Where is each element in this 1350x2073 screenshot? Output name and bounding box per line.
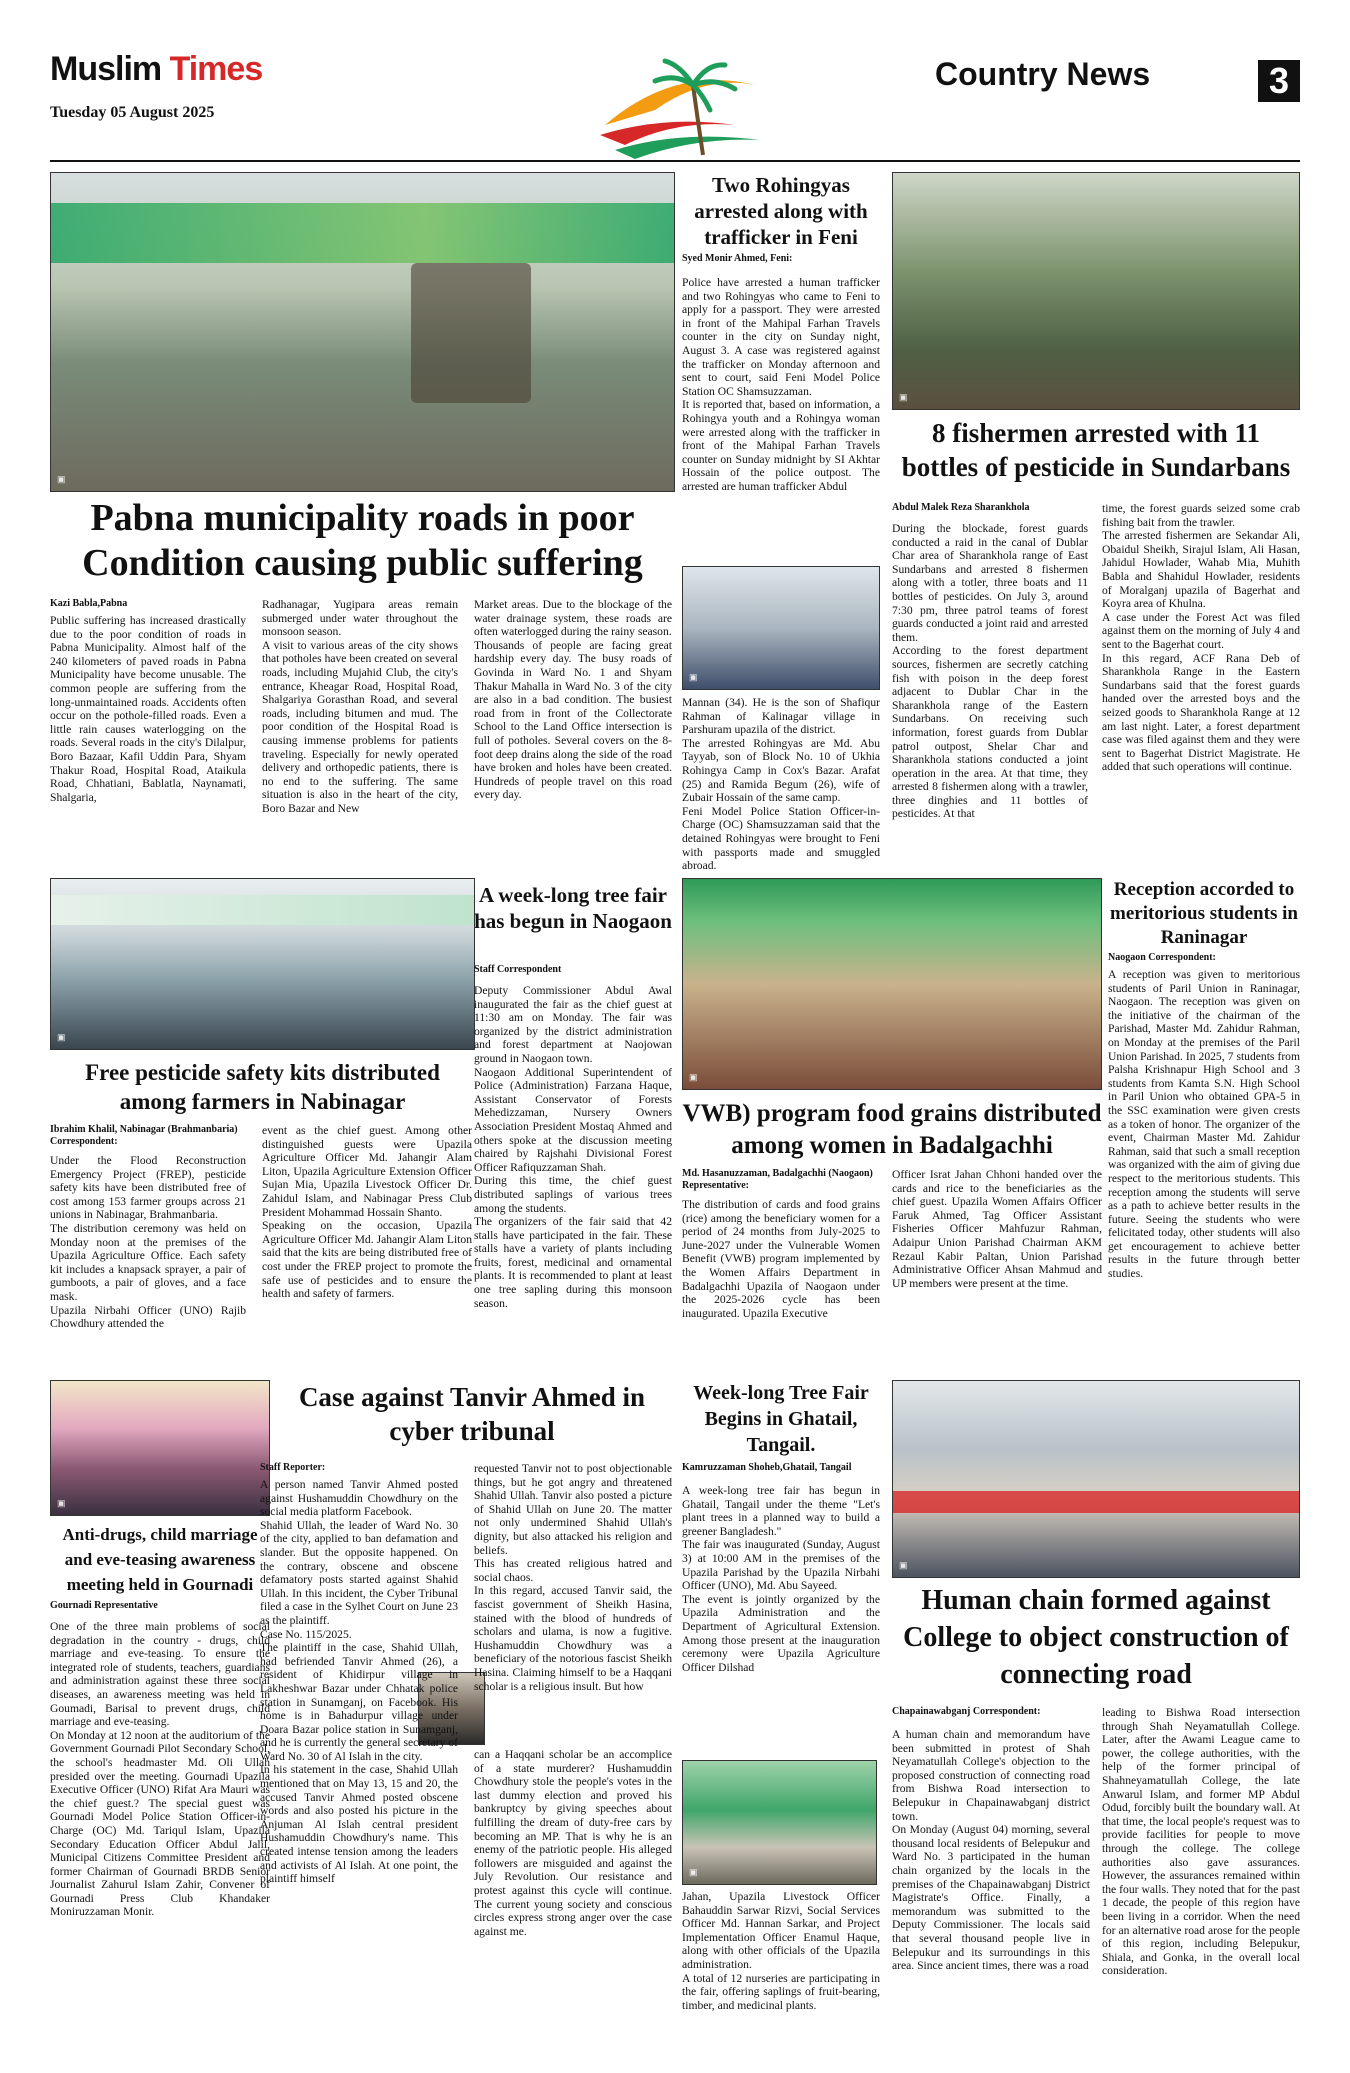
raninagar-body: A reception was given to meritorious students of Paril Union in Raninagar, Naogaon. The reception was given on the initiative of the chairman of the Parishad, Master Md. Zahidur Rahman, on Monday at the premises of the Paril Union Parishad. In 2025, 7 students from Palsha Krishnapur High School and 3 students from Kamta S.N. High School in Paril Union who obtained GPA-5 in the SSC examination were given crests as a token of honor. The organizer of the event, Chairman Master Md. Zahidur Rahman, said that such a small reception was organized with the aim of giving due respect to the meritorious students. This reception among the students will serve as a path to achieve better results in the future. Seeing the students who were felicitated today, other students will also get encouragement to achieve better results in the future through better studies. xyxy=(1108,968,1301,1281)
issue-date: Tuesday 05 August 2025 xyxy=(50,104,215,121)
chapainawabganj-body-col2: leading to Bishwa Road intersection through Shah Neyamatullah College. Later, after the Awami League came to power, the college authorities, with the help of the former principal of Shahneyamatullah College, the late Anwarul Islam, and former MP Abdul Odud, forcibly built the boundary wall. At that time, the local people's request was to provide facilities for people to move through the college. The college authorities also gave assurances. However, the assurances remained within the four walls. They noted that for the past 1 decade, the people of this region have been living in a corridor. When the need for an alternative road arose for the people of this region, including Belepukur, Shiala, and Gonka, in the overall local consideration. xyxy=(1102,1706,1300,1978)
badalgachhi-body-col2: Officer Israt Jahan Chhoni handed over the cards and rice to the beneficiaries as the chief guest. Upazila Women Affairs Officer Faruk Ahmed, Tag Officer Assistant Fisheries Officer Mahfuzur Rahman, Adaipur Union Parishad Chairman AKM Rezaul Kabir Paltan, Union Parishad Administrative Officer Ahsan Mahmud and UP members were present at the time. xyxy=(892,1168,1102,1290)
photo-icon: ▣ xyxy=(899,392,908,402)
sundarbans-body-col1: During the blockade, forest guards conducted a raid in the canal of Dublar Char area of Sharankhola range of East Sundarbans and arrested 8 fishermen along with a totler, three boats and 11 bottles of pesticides. On July 3, around 7:30 pm, three patrol teams of forest guards conducted a joint raid and arrested them. According to the forest department sources, fishermen are secretly catching fish with poison in the deep forest adjacent to Dublar Char in the Sharankhola range of the Eastern Sundarbans. On receiving such information, forest guards from Dublar patrol outpost, Shelar Char and Sharankhola stations conducted a joint operation in the area. At that time, they arrested 8 fishermen along with a trawler, three dinghies and 11 bottles of pesticides. At that xyxy=(892,522,1088,821)
gournadi-byline: Gournadi Representative xyxy=(50,1600,158,1611)
raninagar-byline: Naogaon Correspondent: xyxy=(1108,952,1216,963)
feni-body-part2: Mannan (34). He is the son of Shafiqur Rahman of Kalinagar village in Parshuram upazila of the district. The arrested Rohingyas are Md. Abu Tayyab, son of Block No. 10 of Ukhia Rohingya Camp in Cox's Bazar. Arafat (25) and Ramida Begum (26), wife of Zubair Hossain of the same camp. Feni Model Police Station Officer-in-Charge (OC) Shamsuzzaman said that the detained Rohingyas were brought to Feni with passports made and smuggled abroad. xyxy=(682,696,880,873)
gournadi-headline: Anti-drugs, child marriage and eve-teasing awareness meeting held in Gournadi xyxy=(62,1525,258,1594)
sundarbans-headline: 8 fishermen arrested with 11 bottles of pesticide in Sundarbans xyxy=(901,418,1291,482)
badalgachhi-headline: VWB) program food grains distributed among women in Badalgachhi xyxy=(682,1100,1102,1159)
photo-icon: ▣ xyxy=(689,672,698,682)
brand-name-part1: Muslim xyxy=(50,50,162,88)
photo-icon: ▣ xyxy=(689,1072,698,1082)
page-number: 3 xyxy=(1258,60,1300,102)
ghatail-body-part1: A week-long tree fair has begun in Ghatail, Tangail under the theme "Let's plant trees in a planned way to build a greener Bangladesh." The fair was inaugurated (Sunday, August 3) at 10:00 AM in the premises of the Upazila Parishad by the Upazila Nirbahi Officer (UNO), Md. Abu Sayeed. The event is jointly organized by the Upazila Administration and the Department of Agricultural Extension. Among those present at the inauguration ceremony were Upazila Agriculture Officer Dilshad xyxy=(682,1484,880,1674)
pabna-byline: Kazi Babla,Pabna xyxy=(50,598,128,609)
feni-arrest-photo xyxy=(682,566,880,690)
masthead-rule xyxy=(50,160,1300,162)
palm-sun-logo-icon xyxy=(585,55,780,165)
gournadi-meeting-photo xyxy=(50,1380,270,1516)
nabinagar-kits-photo xyxy=(50,878,475,1050)
photo-icon: ▣ xyxy=(57,1498,66,1508)
photo-icon: ▣ xyxy=(57,474,66,484)
tanvir-body-col2a: requested Tanvir not to post objectionable things, but he got angry and threatened Shahid Ullah. Tanvir also posted a picture of Shahid Ullah on June 20. The matter not only undermined Shahid Ullah's dignity, but also attacked his religion and beliefs. This has created religious hatred and social chaos. In this regard, accused Tanvir said, the fascist government of Sheikh Hasina, stained with the blood of hundreds of scholars and ulama, is now a fugitive. Hushamuddin Chowdhury was a beneficiary of the notorious fascist Sheikh Hasina. Claiming himself to be a Haqqani scholar is a religious insult. But how xyxy=(474,1462,672,1693)
tanvir-body-col2b: can a Haqqani scholar be an accomplice of a state murderer? Hushamuddin Chowdhury stole the people's votes in the last dummy election and proved his bankruptcy by giving speeches about fulfilling the dream of duty-free cars by becoming an MP. That is why he is an enemy of the patriotic people. His alleged followers are misguided and against the July Revolution. Our resistance and protest against this cycle will continue. The current young society and conscious circles express strong anger over the case against me. xyxy=(474,1748,672,1938)
ghatail-headline: Week-long Tree Fair Begins in Ghatail, Tangail. xyxy=(693,1382,869,1456)
human-chain-photo xyxy=(892,1380,1300,1578)
naogaon-fair-body: Deputy Commissioner Abdul Awal inaugurated the fair as the chief guest at 11:30 am on Monday. The fair was organized by the district administration and forest department at Naojowan ground in Naogaon town. Naogaon Additional Superintendent of Police (Administration) Farzana Haque, Assistant Conservator of Forests Mehedizzaman, Nursery Owners Association President Mostaq Ahmed and others spoke at the discussion meeting chaired by Rajshahi Divisional Forest Officer Rafiquzzaman Shah. During this time, the chief guest distributed saplings of various trees among the students. The organizers of the fair said that 42 stalls have participated in the fair. These stalls have a variety of plants including fruits, forest, medicinal and ornamental plants. It is recommended to plant at least one tree sapling during this monsoon season. xyxy=(474,984,672,1310)
feni-byline: Syed Monir Ahmed, Feni: xyxy=(682,253,793,264)
badalgachhi-vwb-photo xyxy=(682,878,1102,1090)
gournadi-body: One of the three main problems of social degradation in the country - drugs, child marriage and eve-teasing. To ensure the integrated role of students, teachers, guardians and administration against these three social diseases, an awareness meeting was held in Goumadi, Barisal to prevent drugs, child marriage and eve-teasing. On Monday at 12 noon at the auditorium of the Government Gournadi Pilot Secondary School, the school's headmaster Md. Oli Ullah presided over the meeting. Gournadi Upazila Executive Officer (UNO) Rifat Ara Mauri was the chief guest.? The special guest was Gournadi Model Police Station Officer-in-Charge (OC) Md. Tariqul Islam, Upazila Secondary Education Officer Abdul Jalil, Municipal Citizens Committee President and former Chairman of Gournadi BRDB Senior Journalist Zahurul Islam Zahir, Convener of Gournadi Press Club Khandaker Moniruzzaman Monir. xyxy=(50,1620,270,1919)
nabinagar-body-col2: event as the chief guest. Among other distinguished guests were Upazila Agriculture Officer Md. Jahangir Alam Liton, Upazila Agriculture Extension Officer Sujan Mia, Upazila Livestock Officer Dr. Zahidul Islam, and Nabinagar Press Club President Mohammad Hossain Shanto. Speaking on the occasion, Upazila Agriculture Officer Md. Jahangir Alam Liton said that the kits are being distributed free of cost under the FREP project to promote the safe use of pesticides and to ensure the health and safety of farmers. xyxy=(262,1124,472,1301)
nabinagar-byline: Ibrahim Khalil, Nabinagar (Brahmanbaria) Correspondent: xyxy=(50,1124,238,1147)
chapainawabganj-headline: Human chain formed against College to object construction of connecting road xyxy=(903,1585,1289,1690)
feni-headline: Two Rohingyas arrested along with trafficker in Feni xyxy=(694,173,868,249)
photo-icon: ▣ xyxy=(899,1560,908,1570)
badalgachhi-body-col1: The distribution of cards and food grains (rice) among the beneficiary women for a period of 24 months from July-2025 to June-2027 under the Vulnerable Women Benefit (VWB) program implemented by the Women Affairs Department in Badalgachhi Upazila of Naogaon under the 2025-2026 cycle has been inaugurated. Upazila Executive xyxy=(682,1198,880,1320)
ghatail-fair-photo xyxy=(682,1760,877,1885)
sundarbans-byline: Abdul Malek Reza Sharankhola xyxy=(892,502,1030,513)
nabinagar-headline: Free pesticide safety kits distributed among farmers in Nabinagar xyxy=(85,1060,440,1114)
masthead xyxy=(0,0,1350,170)
pabna-road-photo xyxy=(50,172,675,492)
naogaon-fair-headline: A week-long tree fair has begun in Naogaon xyxy=(474,883,672,933)
photo-icon: ▣ xyxy=(689,1867,698,1877)
naogaon-fair-byline: Staff Correspondent xyxy=(474,964,562,975)
badalgachhi-byline: Md. Hasanuzzaman, Badalgachhi (Naogaon) Representative: xyxy=(682,1168,873,1191)
brand-name xyxy=(50,50,262,89)
feni-body-part1: Police have arrested a human trafficker and two Rohingyas who came to Feni to apply for a passport. They were arrested in front of the Mahipal Farhan Travels counter in the city on Sunday night, August 3. A case was registered against the trafficker on Monday afternoon and sent to court, said Feni Model Police Station OC Shamsuzzaman. It is reported that, based on information, a Rohingya youth and a Rohingya woman were arrested along with the trafficker in front of the Mahipal Farhan Travels counter on Sunday midnight by SI Akhtar Hossain of the police outpost. The arrested are human trafficker Abdul xyxy=(682,276,880,493)
ghatail-byline: Kamruzzaman Shoheb,Ghatail, Tangail xyxy=(682,1462,852,1473)
pabna-body-col3: Market areas. Due to the blockage of the water drainage system, these roads are often waterlogged during the rainy season. Thousands of people are facing great hardship every day. The busy roads of Govinda in Ward No. 1 and Shyam Thakur Mahalla in Ward No. 3 of the city are also in a bad condition. The busiest road from in front of the Collectorate School to the Land Office intersection is full of potholes. Several covers on the 8-foot deep drains along the side of the road have broken and holes have been created. Hundreds of people travel on this road every day. xyxy=(474,598,672,802)
raninagar-headline: Reception accorded to meritorious students in Raninagar xyxy=(1110,879,1298,948)
tanvir-byline: Staff Reporter: xyxy=(260,1462,326,1473)
sundarbans-fishermen-photo xyxy=(892,172,1300,410)
photo-icon: ▣ xyxy=(57,1032,66,1042)
chapainawabganj-body-col1: A human chain and memorandum have been submitted in protest of Shah Neyamatullah College's objection to the proposed construction of connecting road from Bishwa Road intersection to Belepukur in Chapainawabganj district town. On Monday (August 04) morning, several thousand local residents of Belepukur and Ward No. 3 participated in the human chain organized by the locals in the premises of the Chapainawabganj District Magistrate's Office. Finally, a memorandum was submitted to the Deputy Commissioner. The locals said that several thousand people live in Belepukur and its surroundings in this area. Since ancient times, there was a road xyxy=(892,1728,1090,1973)
tanvir-body-col1: A person named Tanvir Ahmed posted against Hushamuddin Chowdhury on the social media platform Facebook. Shahid Ullah, the leader of Ward No. 30 of the city, applied to ban defamation and slander. But the opposite happened. On the contrary, obscene and obscene defamatory posts started against Shahid Ullah. In this incident, the Cyber Tribunal filed a case in the Sylhet Court on June 23 as the plaintiff. Case No. 115/2025. The plaintiff in the case, Shahid Ullah, had befriended Tanvir Ahmed (26), a resident of Khidirpur village in Lakheshwar Bazar under Chhatak police station in Sunamganj, on Facebook. His home is in Bahadurpur village under Doara Bazar police station in Sunamganj, and he is currently the general secretary of Ward No. 30 of Al Islah in the city. In his statement in the case, Shahid Ullah mentioned that on May 13, 15 and 20, the accused Tanvir Ahmed posted obscene words and also posted his picture in the Anjuman Al Islah central president Hushamuddin Chowdhury's name. This created intense tension among the leaders and activists of Al Islah. At one point, the plaintiff himself xyxy=(260,1478,458,1886)
tanvir-headline: Case against Tanvir Ahmed in cyber tribunal xyxy=(298,1382,646,1446)
sundarbans-body-col2: time, the forest guards seized some crab fishing bait from the trawler. The arrested fishermen are Sekandar Ali, Obaidul Sheikh, Sirajul Islam, Ali Hasan, Jahidul Howlader, Wahab Mia, Muhith Babla and Shahidul Howlader, residents of Moralganj upazila of Bagerhat and Koyra area of Khulna. A case under the Forest Act was filed against them on the morning of July 4 and sent to the Bagerhat court. In this regard, ACF Rana Deb of Sharankhola Range in the Eastern Sundarbans said that the forest guards handed over the arrested boys and the seized goods to Sharankhola Range at 12 am last night. Later, a forest department case was filed against them and they were sent to Bagerhat District Magistrate. He added that such operations will continue. xyxy=(1102,502,1300,774)
pabna-headline: Pabna municipality roads in poor Condition causing public suffering xyxy=(82,497,643,584)
section-title: Country News xyxy=(935,56,1151,92)
nabinagar-body-col1: Under the Flood Reconstruction Emergency Project (FREP), pesticide safety kits have been distributed free of cost among 153 farmer groups across 21 unions in Nabinagar, Brahmanbaria. The distribution ceremony was held on Monday noon at the premises of the Upazila Agriculture Office. Each safety kit includes a knapsack sprayer, a pair of gumboots, a pair of gloves, and a face mask. Upazila Nirbahi Officer (UNO) Rajib Chowdhury attended the xyxy=(50,1154,246,1331)
brand-name-part2: Times xyxy=(169,50,263,88)
chapainawabganj-byline: Chapainawabganj Correspondent: xyxy=(892,1706,1041,1717)
pabna-body-col2: Radhanagar, Yugipara areas remain submerged under water throughout the monsoon season. A visit to various areas of the city shows that potholes have been created on several roads, including Mujahid Club, the city's entrance, Kheagar Road, Hospital Road, Shalgariya Gorasthan Road, and several roads, including bitumen and mud. The poor condition of the Hospital Road is causing immense problems for patients traveling. Especially for newly operated delivery and orthopedic patients, there is no end to the suffering. The same situation is also in the heart of the city, Boro Bazar and New xyxy=(262,598,458,815)
pabna-body-col1: Public suffering has increased drastically due to the poor condition of roads in Pabna Municipality. Almost half of the 240 kilometers of paved roads in Pabna Municipality have become unusable. The common people are suffering from the long-unmaintained roads. Accidents often occur on the pothole-filled roads. Even a little rain causes waterlogging on the roads. Several roads in the city's Dilalpur, Boro Bazaar, Kafil Uddin Para, Shyam Thakur Road, Hospital Road, Ataikula Road, Chhatiani, Bablatla, Naynamati, Shalgaria, xyxy=(50,614,246,804)
ghatail-body-part2: Jahan, Upazila Livestock Officer Bahauddin Sarwar Rizvi, Social Services Officer Md. Hannan Sarkar, and Project Implementation Officer Enamul Haque, along with other officials of the Upazila administration. A total of 12 nurseries are participating in the fair, offering saplings of fruit-bearing, timber, and medicinal plants. xyxy=(682,1890,880,2012)
